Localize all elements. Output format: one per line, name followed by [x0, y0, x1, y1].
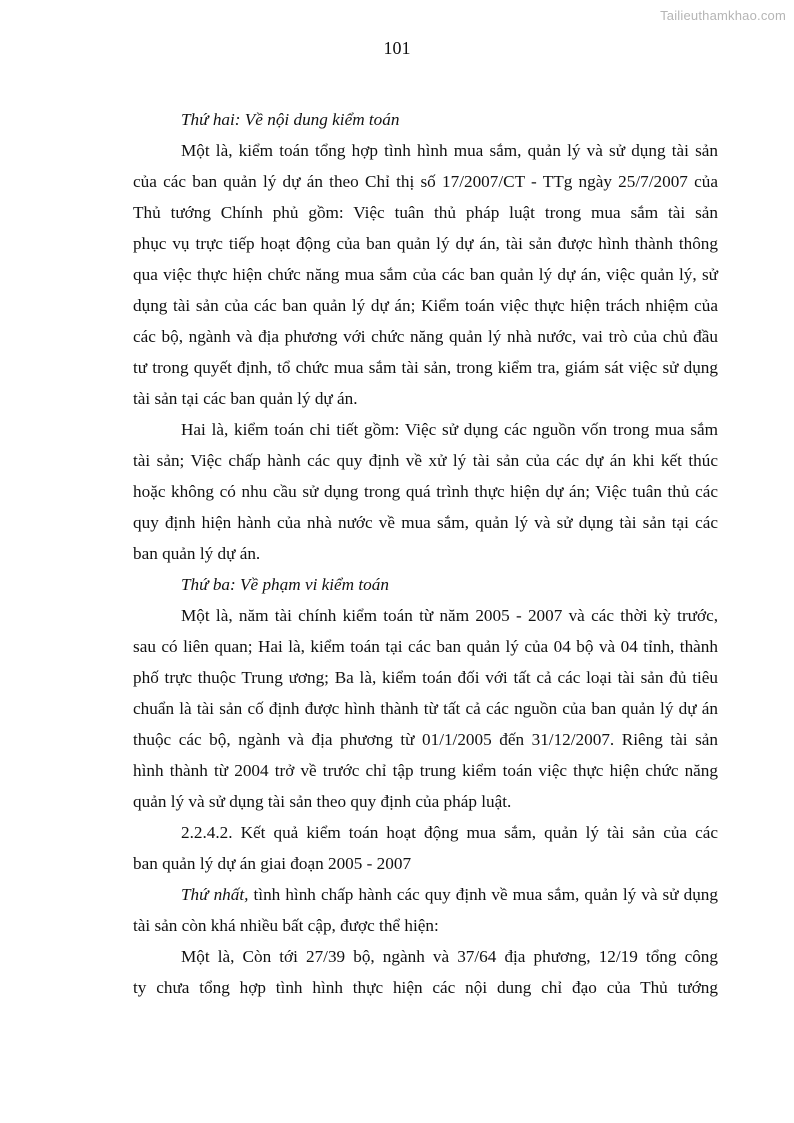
- text-line: Thứ ba: Về phạm vi kiểm toán: [181, 575, 389, 594]
- text-line: ty chưa tổng hợp tình hình thực hiện các nội dung chỉ đạo của Thủ tướng: [133, 978, 718, 997]
- page-number: 101: [383, 38, 411, 58]
- watermark: Tailieuthamkhao.com: [660, 8, 786, 23]
- text-line: Một là, Còn tới 27/39 bộ, ngành và 37/64 địa phương, 12/19 tổng công: [181, 947, 718, 966]
- text-rest: tình hình chấp hành các quy định về mua sắm, quản lý và sử dụng: [248, 885, 718, 904]
- text-line: 2.2.4.2. Kết quả kiểm toán hoạt động mua sắm, quản lý tài sản của các: [181, 823, 718, 842]
- text-line: Hai là, kiểm toán chi tiết gồm: Việc sử dụng các nguồn vốn trong mua sắm: [181, 420, 718, 439]
- text-line: hoặc không có nhu cầu sử dụng trong quá trình thực hiện dự án; Việc tuân thủ các: [133, 482, 718, 501]
- text-line: tài sản; Việc chấp hành các quy định về xử lý tài sản của các dự án khi kết thúc: [133, 451, 718, 470]
- text-line: dụng tài sản của các ban quản lý dự án; Kiểm toán việc thực hiện trách nhiệm của: [133, 296, 718, 315]
- text-line: thuộc các bộ, ngành và địa phương từ 01/1/2005 đến 31/12/2007. Riêng tài sản: [133, 730, 718, 749]
- document-body: [133, 104, 718, 1003]
- text-line: tài sản còn khá nhiều bất cập, được thể hiện:: [133, 916, 439, 935]
- text-line: qua việc thực hiện chức năng mua sắm của các ban quản lý dự án, việc quản lý, sử: [133, 265, 718, 284]
- italic-lead: Thứ nhất,: [181, 885, 249, 904]
- text-line: chuẩn là tài sản cố định được hình thành từ tất cả các nguồn của ban quản lý dự án: [133, 699, 718, 718]
- text-line: sau có liên quan; Hai là, kiểm toán tại các ban quản lý của 04 bộ và 04 tỉnh, thành: [133, 637, 718, 656]
- text-line: Một là, năm tài chính kiểm toán từ năm 2005 - 2007 và các thời kỳ trước,: [181, 606, 718, 625]
- text-line: [133, 879, 718, 910]
- text-line: hình thành từ 2004 trở về trước chỉ tập trung kiểm toán việc thực hiện chức năng: [133, 761, 718, 780]
- text-line: các bộ, ngành và địa phương với chức năng quản lý nhà nước, vai trò của chủ đầu: [133, 327, 718, 346]
- text-line: phố trực thuộc Trung ương; Ba là, kiểm toán đối với tất cả các loại tài sản đủ tiêu: [133, 668, 718, 687]
- text-line: ban quản lý dự án giai đoạn 2005 - 2007: [133, 854, 412, 873]
- text-line: của các ban quản lý dự án theo Chỉ thị số 17/2007/CT - TTg ngày 25/7/2007 của: [133, 172, 718, 191]
- text-line: Thủ tướng Chính phủ gồm: Việc tuân thủ pháp luật trong mua sắm tài sản: [133, 203, 718, 222]
- text-line: Một là, kiểm toán tổng hợp tình hình mua sắm, quản lý và sử dụng tài sản: [181, 141, 718, 160]
- text-line: tư trong quyết định, tổ chức mua sắm tài sản, trong kiểm tra, giám sát việc sử dụng: [133, 358, 718, 377]
- text-line: tài sản tại các ban quản lý dự án.: [133, 389, 358, 408]
- text-line: quản lý và sử dụng tài sản theo quy định của pháp luật.: [133, 792, 512, 811]
- text-line: phục vụ trực tiếp hoạt động của ban quản lý dự án, tài sản được hình thành thông: [133, 234, 718, 253]
- text-line: quy định hiện hành của nhà nước về mua sắm, quản lý và sử dụng tài sản tại các: [133, 513, 718, 532]
- text-line: Thứ hai: Về nội dung kiểm toán: [181, 110, 400, 129]
- text-line: ban quản lý dự án.: [133, 544, 261, 563]
